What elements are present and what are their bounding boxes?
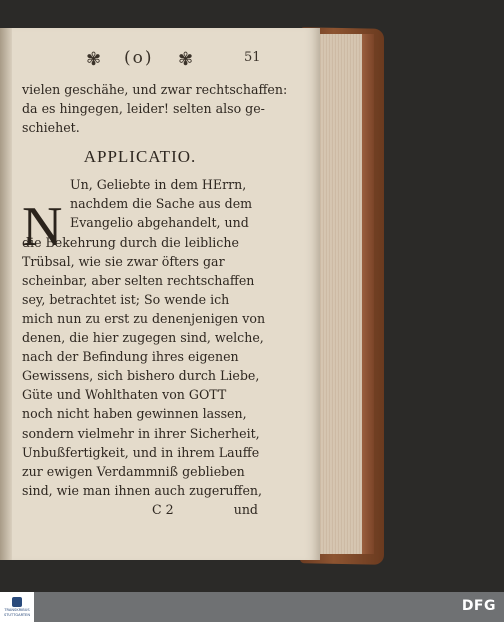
viewer-footer-bar bbox=[0, 592, 504, 622]
text-line: noch nicht haben gewinnen lassen, bbox=[22, 406, 247, 422]
book-page bbox=[0, 28, 320, 560]
page-edges bbox=[316, 34, 362, 554]
catchword-line bbox=[22, 500, 258, 519]
signature-mark: C 2 bbox=[152, 501, 174, 517]
text-line: schiehet. bbox=[22, 120, 80, 136]
text-line: denen, die hier zugegen sind, welche, bbox=[22, 330, 264, 346]
text-line: sind, wie man ihnen auch zugeruffen, bbox=[22, 482, 263, 498]
dfg-logo[interactable]: DFG bbox=[461, 598, 496, 614]
page-number: 51 bbox=[244, 50, 261, 65]
text-line: mich nun zu erst zu denenjenigen von bbox=[22, 310, 266, 326]
text-line: Trübsal, wie sie zwar öfters gar bbox=[22, 253, 225, 269]
text-line: die Bekehrung durch die leibliche bbox=[22, 234, 239, 250]
text-line: da es hingegen, leider! selten also ge- bbox=[22, 101, 265, 117]
ornament-right-icon: ✾ bbox=[178, 49, 194, 70]
text-line: Evangelio abgehandelt, und bbox=[70, 215, 249, 231]
library-logo[interactable] bbox=[0, 592, 34, 622]
logo-text-2: STUTTGARTEN bbox=[3, 613, 31, 617]
text-line: Un, Geliebte in dem HErrn, bbox=[70, 177, 247, 193]
text-line: vielen geschähe, und zwar rechtschaffen: bbox=[22, 82, 288, 97]
text-line: sondern vielmehr in ihrer Sicherheit, bbox=[22, 425, 260, 441]
text-line: zur ewigen Verdammniß geblieben bbox=[22, 463, 245, 479]
text-line: scheinbar, aber selten rechtschaffen bbox=[22, 272, 255, 288]
text-line: Gewissens, sich bishero durch Liebe, bbox=[22, 368, 260, 384]
text-line: nach der Befindung ihres eigenen bbox=[22, 349, 239, 365]
drop-cap-initial: N bbox=[22, 196, 63, 258]
catchword: und bbox=[233, 501, 258, 517]
ornament-left-icon: ✾ bbox=[86, 49, 102, 70]
page-header bbox=[86, 48, 266, 72]
text-line: sey, betrachtet ist; So wende ich bbox=[22, 291, 230, 307]
crest-icon bbox=[12, 597, 22, 607]
logo-text-1: TRANSKRIBUS bbox=[4, 608, 30, 612]
text-line: Güte und Wohlthaten von GOTT bbox=[22, 387, 227, 403]
text-line: nachdem die Sache aus dem bbox=[70, 196, 253, 212]
header-signature: (o) bbox=[124, 48, 154, 68]
page-text bbox=[22, 80, 288, 519]
text-line: Unbußfertigkeit, und in ihrem Lauffe bbox=[22, 444, 260, 460]
section-heading: APPLICATIO. bbox=[83, 147, 197, 167]
